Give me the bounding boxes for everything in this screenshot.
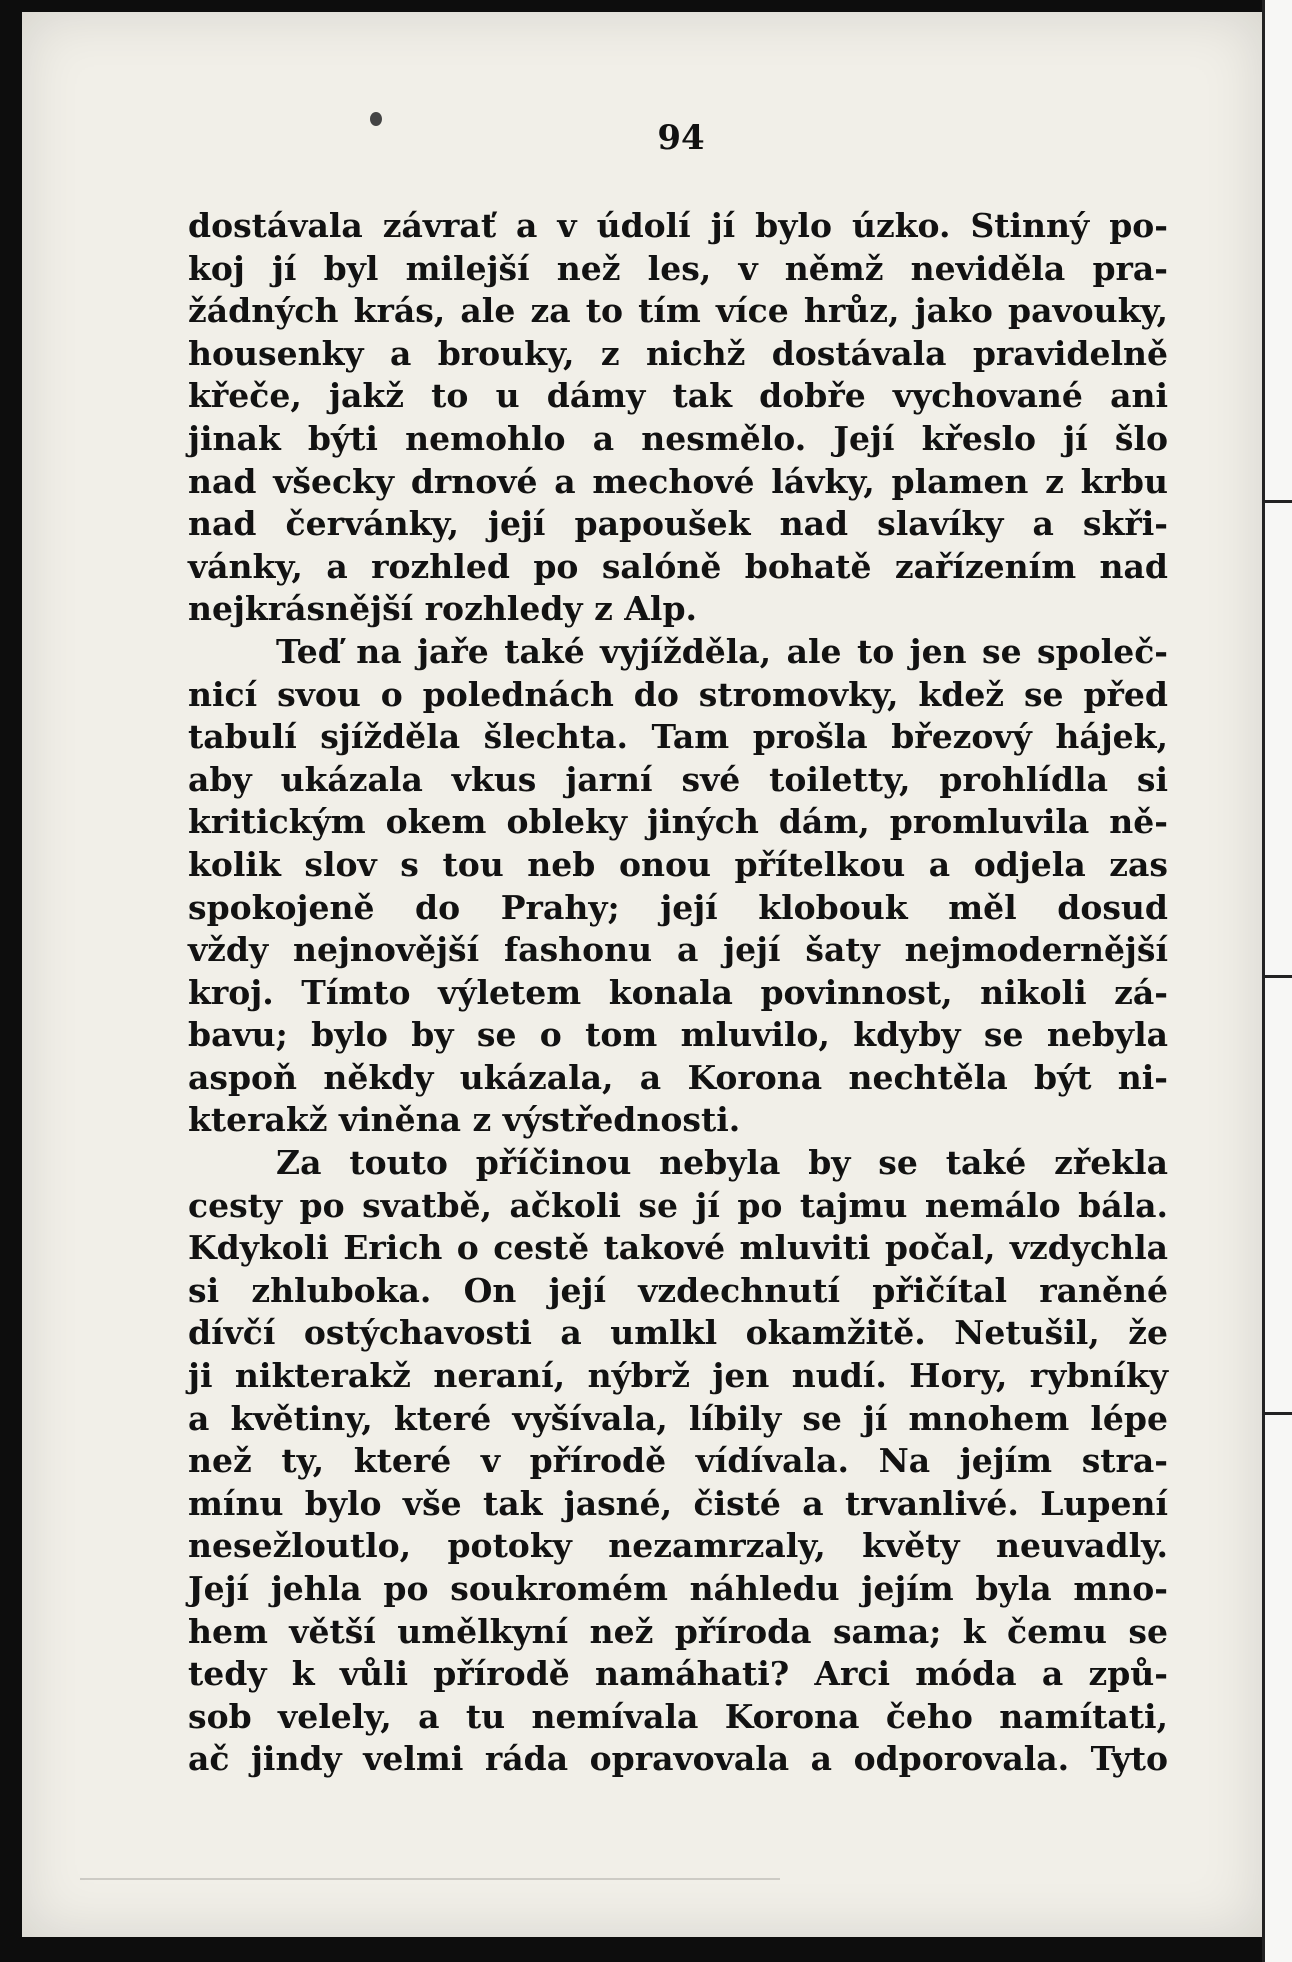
text-line: housenky a brouky, z nichž dostávala pravidelně: [188, 333, 1168, 373]
text-line: aspoň někdy ukázala, a Korona nechtěla být ni-: [188, 1057, 1168, 1097]
page-number: 94: [657, 118, 705, 158]
text-line: kterakž viněna z výstřednosti.: [188, 1100, 741, 1140]
text-line: Kdykoli Erich o cestě takové mluviti počal, vzdychla: [188, 1228, 1168, 1268]
text-line: si zhluboka. On její vzdechnutí přičítal raněné: [188, 1270, 1168, 1310]
edge-mark: [1262, 500, 1292, 503]
text-line: a květiny, které vyšívala, líbily se jí mnohem lépe: [188, 1398, 1168, 1438]
text-line: koj jí byl milejší než les, v němž neviděla pra-: [188, 248, 1168, 288]
text-line: cesty po svatbě, ačkoli se jí po tajmu nemálo bála.: [188, 1185, 1168, 1225]
text-line: nejkrásnější rozhledy z Alp.: [188, 589, 698, 629]
text-line: spokojeně do Prahy; její klobouk měl dosud: [188, 887, 1168, 927]
text-line: nad červánky, její papoušek nad slavíky a skři-: [188, 504, 1168, 544]
text-line: kroj. Tímto výletem konala povinnost, nikoli zá-: [188, 972, 1168, 1012]
text-line: nesežloutlo, potoky nezamrzaly, květy neuvadly.: [188, 1526, 1168, 1566]
text-line: jinak býti nemohlo a nesmělo. Její křeslo jí šlo: [188, 418, 1168, 458]
text-line: ji nikterakž neraní, nýbrž jen nudí. Hory, rybníky: [188, 1356, 1168, 1396]
text-line: dostávala závrať a v údolí jí bylo úzko. Stinný po-: [188, 206, 1168, 245]
text-line: tedy k vůli přírodě namáhati? Arci móda a způ-: [188, 1654, 1168, 1694]
text-line: nicí svou o polednách do stromovky, kdež se před: [188, 674, 1168, 714]
text-line: křeče, jakž to u dámy tak dobře vychované ani: [188, 376, 1168, 416]
text-line: ač jindy velmi ráda opravovala a odporovala. Tyto: [188, 1739, 1168, 1779]
edge-mark: [1262, 975, 1292, 978]
text-line: kritickým okem obleky jiných dám, promluvila ně-: [188, 802, 1168, 842]
text-line: aby ukázala vkus jarní své toiletty, prohlídla si: [188, 759, 1168, 799]
scan-edge-strip: [1262, 0, 1292, 1962]
text-line: mínu bylo vše tak jasné, čisté a trvanlivé. Lupení: [188, 1483, 1168, 1523]
text-line: vždy nejnovější fashonu a její šaty nejmodernější: [188, 930, 1168, 970]
text-line: bavu; bylo by se o tom mluvilo, kdyby se nebyla: [188, 1015, 1168, 1055]
text-line: žádných krás, ale za to tím více hrůz, jako pavouky,: [188, 291, 1168, 331]
text-line: Za touto příčinou nebyla by se také zřekla: [276, 1143, 1168, 1183]
text-line: vánky, a rozhled po salóně bohatě zařízením nad: [188, 546, 1168, 586]
edge-mark: [1262, 1412, 1292, 1415]
text-line: kolik slov s tou neb onou přítelkou a odjela zas: [188, 844, 1168, 884]
text-line: Její jehla po soukromém náhledu jejím byla mno-: [188, 1569, 1168, 1608]
text-line: dívčí ostýchavosti a umlkl okamžitě. Netušil, že: [188, 1313, 1168, 1353]
text-line: hem větší umělkyní než příroda sama; k čemu se: [188, 1611, 1168, 1651]
text-line: Teď na jaře také vyjížděla, ale to jen se společ-: [276, 631, 1168, 671]
page-body-text: [188, 205, 1168, 1781]
text-line: sob velely, a tu nemívala Korona čeho namítati,: [188, 1696, 1168, 1736]
bottom-rule: [80, 1878, 780, 1880]
text-line: než ty, které v přírodě vídívala. Na jejím stra-: [188, 1441, 1168, 1481]
text-line: nad všecky drnové a mechové lávky, plamen z krbu: [188, 461, 1168, 501]
text-line: tabulí sjížděla šlechta. Tam prošla březový hájek,: [188, 717, 1168, 757]
